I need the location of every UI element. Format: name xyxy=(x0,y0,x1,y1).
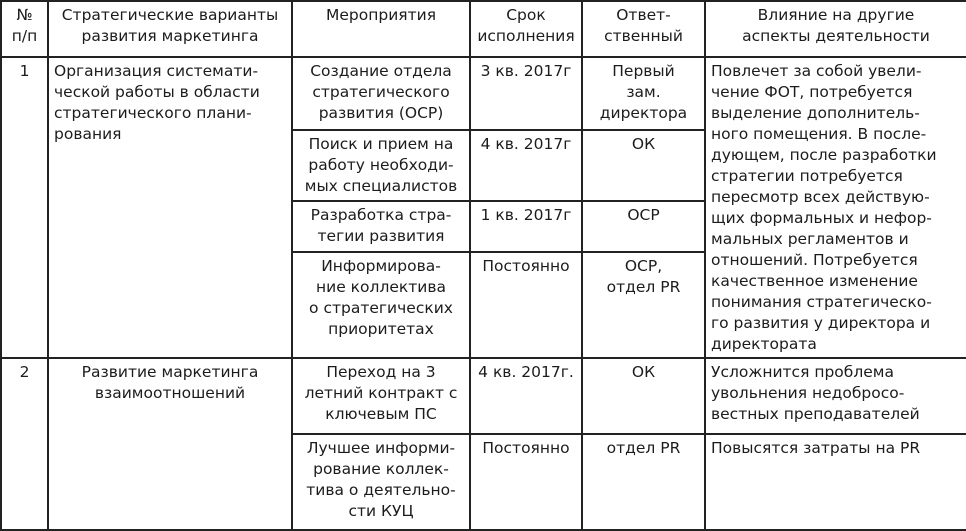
responsible-cell: отдел PR xyxy=(582,434,705,530)
measure-cell: Создание отдела стратегического развития (ОСР) xyxy=(292,57,470,130)
responsible-cell: ОК xyxy=(582,130,705,201)
strategic-variant: Развитие маркетинга взаимоотношений xyxy=(48,358,292,530)
responsible-cell: Первый зам. директора xyxy=(582,57,705,130)
term-cell: 3 кв. 2017г xyxy=(470,57,582,130)
row-number: 1 xyxy=(1,57,48,358)
term-cell: Постоянно xyxy=(470,434,582,530)
row-number: 2 xyxy=(1,358,48,530)
measure-cell: Переход на 3 летний контракт с ключевым ПС xyxy=(292,358,470,434)
header-term: Срок исполнения xyxy=(470,1,582,57)
measure-cell: Лучшее информи- рование коллек- тива о деятельно- сти КУЦ xyxy=(292,434,470,530)
measure-cell: Поиск и прием на работу необходи- мых специалистов xyxy=(292,130,470,201)
measure-cell: Информирова- ние коллектива о стратегических приоритетах xyxy=(292,252,470,358)
table-row xyxy=(1,358,966,434)
term-cell: 4 кв. 2017г. xyxy=(470,358,582,434)
header-impact: Влияние на другие аспекты деятельности xyxy=(705,1,966,57)
table-row xyxy=(1,57,966,130)
term-cell: 4 кв. 2017г xyxy=(470,130,582,201)
header-num: № п/п xyxy=(1,1,48,57)
term-cell: Постоянно xyxy=(470,252,582,358)
responsible-cell: ОСР xyxy=(582,201,705,252)
header-row xyxy=(1,1,966,57)
header-variant: Стратегические варианты развития маркетинга xyxy=(48,1,292,57)
responsible-cell: ОСР, отдел PR xyxy=(582,252,705,358)
header-responsible: Ответ- ственный xyxy=(582,1,705,57)
impact-cell: Повысятся затраты на PR xyxy=(705,434,966,530)
impact-cell: Повлечет за собой увели- чение ФОТ, потребуется выделение дополнитель- ного помещения. В после- дующем, после разработки стратегии потребуется пересмотр всех действую- щих формальных и нефор- мальных регламентов и отношений. Потребуется качественное изменение понимания стратегическо- го развития у директора и директората xyxy=(705,57,966,358)
strategic-variant: Организация системати- ческой работы в области стратегического плани- рования xyxy=(48,57,292,358)
header-measures: Мероприятия xyxy=(292,1,470,57)
impact-cell: Усложнится проблема увольнения недобросо- вестных преподавателей xyxy=(705,358,966,434)
measure-cell: Разработка стра- тегии развития xyxy=(292,201,470,252)
responsible-cell: ОК xyxy=(582,358,705,434)
term-cell: 1 кв. 2017г xyxy=(470,201,582,252)
